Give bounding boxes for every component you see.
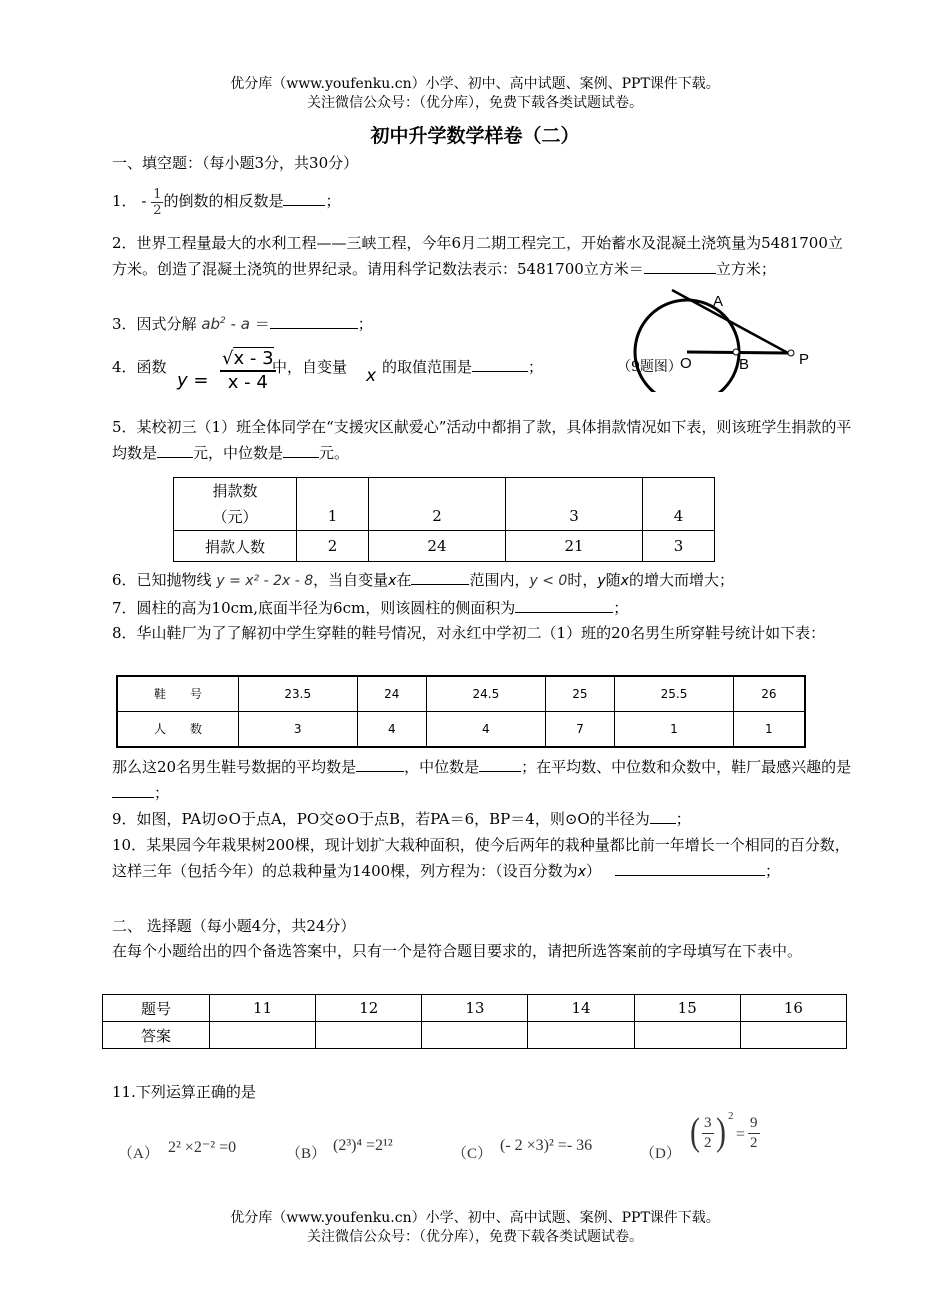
q6-condition: y < 0 — [529, 573, 568, 589]
table-cell: 21 — [505, 531, 642, 562]
q3-equals: ＝ — [254, 315, 270, 333]
table-cell: 1 — [733, 711, 805, 747]
q4-var: x — [366, 366, 377, 386]
question-8: 8．华山鞋厂为了了解初中学生穿鞋的鞋号情况，对永红中学初二（1）班的20名男生所穿鞋号统计如下表： — [112, 624, 826, 642]
footer-line-1: 优分库（www.youfenku.cn）小学、初中、高中试题、案例、PPT课件下载。 — [230, 1210, 720, 1226]
q4-frac-den: x - 4 — [227, 372, 268, 393]
label-p: P — [799, 351, 810, 368]
table-cell: 24 — [357, 676, 427, 711]
q9-end: ； — [675, 810, 691, 828]
table-cell: 23.5 — [239, 676, 358, 711]
q10-answer-blank[interactable] — [615, 861, 765, 876]
answer-row-answer — [103, 1022, 847, 1049]
footer-line-2: 关注微信公众号：（优分库），免费下载各类试题试卷。 — [307, 1229, 643, 1245]
q7-text: 7．圆柱的高为10cm,底面半径为6cm，则该圆柱的侧面积为 — [112, 599, 516, 617]
q1-frac-num: 1 — [153, 186, 162, 202]
section1-heading: 一、填空题：（每小题3分，共30分） — [112, 154, 359, 172]
q6-mid3: 范围内， — [469, 571, 530, 589]
tangent-line-pa — [672, 290, 788, 353]
q1-text: 的倒数的相反数是 — [163, 192, 284, 210]
donation-row-count — [174, 531, 715, 562]
q8b-mid2: ；在平均数、中位数和众数中，鞋厂最感兴趣的是 — [521, 758, 852, 776]
q3-expression — [201, 315, 254, 333]
q7-end: ； — [613, 599, 629, 617]
q10-end: ； — [765, 862, 781, 880]
shoe-label-size: 鞋 号 — [117, 676, 239, 711]
table-cell: 4 — [357, 711, 427, 747]
q8b-blank-mean[interactable] — [356, 757, 404, 772]
q4-tail-text: 的取值范围是 — [382, 358, 473, 376]
q4-tail — [382, 356, 543, 377]
answer-row-number — [103, 995, 847, 1022]
donation-row-amount — [174, 478, 715, 531]
q4-frac-num: √x - 3 — [220, 348, 276, 372]
q7-answer-blank[interactable] — [515, 598, 613, 613]
table-cell: 3 — [239, 711, 358, 747]
q4-answer-blank[interactable] — [472, 357, 528, 372]
question-5 — [112, 414, 852, 466]
table-cell: 24.5 — [427, 676, 546, 711]
question-9 — [112, 808, 691, 829]
point-p — [788, 350, 794, 356]
table-cell: 26 — [733, 676, 805, 711]
shoe-row-count — [117, 711, 805, 747]
q3-expr-exp: 2 — [220, 316, 226, 326]
d-frac-num: 3 — [702, 1114, 714, 1134]
option-b-label: （B） — [286, 1146, 327, 1162]
q3-expr-b: - a — [225, 315, 255, 333]
circle-tangent-figure — [620, 282, 820, 392]
d-fraction — [702, 1114, 714, 1153]
table-cell: 15 — [634, 995, 740, 1022]
table-cell: 11 — [210, 995, 316, 1022]
q6-mid1: ，当自变量 — [313, 571, 389, 589]
q6-mid4: 时， — [567, 571, 598, 589]
q5-end: 元。 — [319, 444, 350, 462]
q1-fraction — [151, 187, 163, 218]
donation-label-a: 捐款数 — [212, 482, 258, 500]
option-d-expr — [690, 1110, 780, 1158]
option-c-expr: (- 2 ×3)² =- 36 — [500, 1137, 593, 1154]
answer-cell-16[interactable] — [740, 1022, 846, 1049]
q6-var-y: y — [597, 573, 606, 589]
q3-expr-a: ab — [201, 315, 221, 333]
q9-text: 9．如图，PA切⊙O于点A，PO交⊙O于点B，若PA＝6，BP＝4，则⊙O的半径为 — [112, 810, 650, 828]
question-10 — [112, 832, 852, 885]
donation-label-b: （元） — [212, 508, 258, 526]
shoe-label-count: 人 数 — [117, 711, 239, 747]
q4-fraction — [220, 348, 276, 394]
q4-text: 4．函数 — [112, 358, 167, 376]
answer-cell-11[interactable] — [210, 1022, 316, 1049]
q8b-blank-interest[interactable] — [112, 783, 154, 798]
question-11: 11.下列运算正确的是 — [112, 1083, 256, 1101]
table-cell: 12 — [316, 995, 422, 1022]
q2-end: 立方米； — [715, 260, 776, 278]
q1-frac-den: 2 — [153, 202, 162, 218]
table-cell: 25 — [545, 676, 615, 711]
d-frac-den: 2 — [704, 1135, 712, 1151]
table-cell: 24 — [368, 531, 505, 562]
q6-var-x2: x — [620, 573, 629, 589]
figure-caption: （9题图） — [617, 359, 682, 375]
q1-answer-blank[interactable] — [283, 191, 325, 206]
q8b-text: 那么这20名男生鞋号数据的平均数是 — [112, 758, 357, 776]
header-line-2: 关注微信公众号：（优分库），免费下载各类试题试卷。 — [307, 95, 643, 111]
q5-blank-median[interactable] — [283, 443, 319, 458]
shoe-size-table — [116, 675, 806, 748]
answer-cell-15[interactable] — [634, 1022, 740, 1049]
point-b — [733, 349, 739, 355]
label-o: O — [680, 355, 692, 372]
option-b-expr: (2³)⁴ =2¹² — [333, 1137, 393, 1154]
q4-mid: 中，自变量 — [272, 358, 348, 376]
q4-end: ； — [528, 358, 544, 376]
q8b-end: ； — [154, 784, 170, 802]
table-cell: 16 — [740, 995, 846, 1022]
q10-text: 10．某果园今年栽果树200棵，现计划扩大栽种面积，使今后两年的栽种量都比前一年增长一个相同的百分数，这样三年（包括今年）的总栽种量为1400棵，列方程为：（设百分数为 — [112, 836, 850, 880]
q5-text: 5．某校初三（1）班全体同学在“支援灾区献爱心”活动中都捐了款，具体捐款情况如下表，则该班学生捐款的平均数是 — [112, 418, 852, 462]
q6-answer-blank[interactable] — [411, 570, 469, 585]
option-a-label: （A） — [118, 1146, 159, 1162]
page-title: 初中升学数学样卷（二） — [370, 125, 580, 147]
question-8-followup — [112, 754, 852, 806]
table-cell: 4 — [643, 478, 715, 531]
donation-table — [173, 477, 715, 562]
answer-table — [102, 994, 847, 1049]
answer-label-answer: 答案 — [103, 1022, 210, 1049]
d-result-num: 9 — [748, 1114, 760, 1134]
table-cell: 3 — [505, 478, 642, 531]
section2-heading: 二、 选择题（每小题4分，共24分） — [112, 917, 356, 935]
answer-cell-12[interactable] — [316, 1022, 422, 1049]
circle-o — [635, 300, 739, 392]
header-line-1: 优分库（www.youfenku.cn）小学、初中、高中试题、案例、PPT课件下载。 — [230, 76, 720, 92]
answer-cell-14[interactable] — [528, 1022, 634, 1049]
table-cell: 25.5 — [615, 676, 734, 711]
q6-mid6: 的增大而增大； — [628, 571, 734, 589]
label-a: A — [713, 293, 724, 310]
q8b-blank-median[interactable] — [479, 757, 521, 772]
q1-sign: - — [141, 192, 147, 210]
answer-label-number: 题号 — [103, 995, 210, 1022]
option-d-label: （D） — [640, 1146, 681, 1162]
q4-y: y = — [177, 370, 209, 391]
option-a-expr: 2² ×2⁻² =0 — [168, 1139, 237, 1156]
table-cell: 2 — [297, 531, 369, 562]
table-cell: 4 — [427, 711, 546, 747]
table-cell: 3 — [643, 531, 715, 562]
table-cell: 13 — [422, 995, 528, 1022]
q3-answer-blank[interactable] — [270, 314, 358, 329]
answer-cell-13[interactable] — [422, 1022, 528, 1049]
donation-label-amount — [174, 478, 297, 531]
label-b: B — [739, 356, 750, 373]
q6-text: 6．已知抛物线 — [112, 571, 212, 589]
question-6 — [112, 569, 734, 590]
d-left-paren: ( — [690, 1110, 700, 1154]
q10-var: x — [577, 864, 586, 880]
q6-mid5: 随 — [605, 571, 621, 589]
q6-expression: y = x² - 2x - 8 — [216, 573, 314, 589]
q2-answer-blank[interactable] — [644, 259, 716, 274]
q4-radicand: x - 3 — [233, 348, 274, 369]
d-exponent: 2 — [728, 1110, 734, 1122]
d-result-fraction — [748, 1114, 760, 1153]
q5-blank-mean[interactable] — [157, 443, 193, 458]
question-1 — [112, 182, 341, 220]
d-right-paren: ) — [716, 1110, 726, 1154]
q1-number: 1． — [112, 192, 137, 210]
q5-mid: 元，中位数是 — [193, 444, 284, 462]
d-result-den: 2 — [750, 1135, 758, 1151]
q2-text: 2．世界工程量最大的水利工程——三峡工程，今年6月二期工程完工，开始蓄水及混凝土浇筑量为5481700立方米。创造了混凝土浇筑的世界纪录。请用科学记数法表示：5481700立方米＝ — [112, 234, 843, 278]
question-7 — [112, 597, 628, 618]
q8b-mid1: ，中位数是 — [404, 758, 480, 776]
q3-end: ； — [357, 315, 373, 333]
q3-text: 3．因式分解 — [112, 315, 197, 333]
table-cell: 14 — [528, 995, 634, 1022]
table-cell: 1 — [615, 711, 734, 747]
question-2 — [112, 230, 847, 282]
table-cell: 2 — [368, 478, 505, 531]
q6-mid2: 在 — [396, 571, 412, 589]
question-3 — [112, 313, 373, 334]
shoe-row-size — [117, 676, 805, 711]
table-cell: 1 — [297, 478, 369, 531]
donation-label-count: 捐款人数 — [174, 531, 297, 562]
q9-answer-blank[interactable] — [650, 809, 676, 824]
q10-close: ） — [585, 862, 601, 880]
table-cell: 7 — [545, 711, 615, 747]
d-equals: = — [736, 1126, 746, 1143]
q6-var-x: x — [388, 573, 397, 589]
option-c-label: （C） — [452, 1146, 493, 1162]
q1-end: ； — [325, 192, 341, 210]
section2-instruction: 在每个小题给出的四个备选答案中，只有一个是符合题目要求的，请把所选答案前的字母填写在下表中。 — [112, 942, 803, 960]
